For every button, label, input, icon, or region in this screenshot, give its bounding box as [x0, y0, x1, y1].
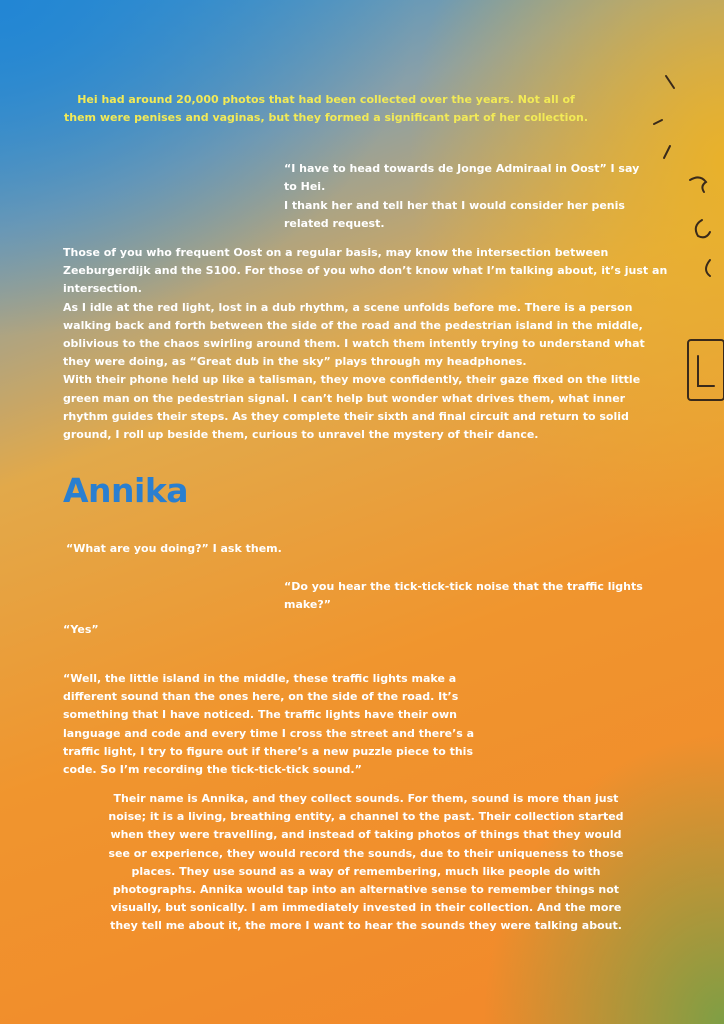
quote-thank-her: I thank her and tell her that I would consider her penis related request. [284, 199, 625, 231]
closing-paragraph: Their name is Annika, and they collect sounds. For them, sound is more than just noise; it is a living, breathing entity, a channel to the past. Their collection started when they were travelling, and instead of taking photos of things that they would see or experience, they would record the sounds, due to their uniqueness to those places. They use sound as a way of remembering, much like people do with photographs. Annika would tap into an alternative sense to remember things not visually, but sonically. I am immediately invested in their collection. And the more they tell me about it, the more I want to hear the sounds they were talking about. [108, 792, 624, 933]
story-paragraph-intersection: Those of you who frequent Oost on a regular basis, may know the intersection between Zeeburgerdijk and the S100. For those of you who don’t know what I’m talking about, it’s just an intersection. [63, 246, 668, 296]
section-heading: Annika [63, 471, 189, 510]
doodle-illustration [640, 60, 724, 440]
quote-what-are-you-doing: “What are you doing?” I ask them. [66, 542, 282, 555]
story-section [63, 244, 669, 444]
story-paragraph-red-light: As I idle at the red light, lost in a dub rhythm, a scene unfolds before me. There is a person walking back and forth between the side of the road and the pedestrian island in the middle, oblivious to the chaos swirling around them. I watch them intently trying to understand what they were doing, as “Great dub in the sky” plays through my headphones. [63, 300, 645, 369]
quote-yes: “Yes” [63, 623, 99, 636]
quote-jonge-admiraal: “I have to head towards de Jonge Admiraal in Oost” I say to Hei. [284, 162, 640, 194]
intro-paragraph: Hei had around 20,000 photos that had been collected over the years. Not all of them were penises and vaginas, but they formed a significant part of her collection. [63, 93, 589, 125]
quote-traffic-light-code: “Well, the little island in the middle, these traffic lights make a different sound than the ones here, on the side of the road. It’s something that I have noticed. The traffic lights have their own language and code and every time I cross the street and there’s a traffic light, I try to figure out if there’s a new puzzle piece to this code. So I’m recording the tick-tick-tick sound.” [63, 672, 475, 777]
story-paragraph-phone: With their phone held up like a talisman, they move confidently, their gaze fixed on the little green man on the pedestrian signal. I can’t help but wonder what drives them, what inner rhythm guides their steps. As they complete their sixth and final circuit and return to solid ground, I roll up beside them, curious to unravel the mystery of their dance. [63, 373, 641, 442]
quote-tick-tick-noise: “Do you hear the tick-tick-tick noise that the traffic lights make?” [284, 580, 643, 612]
